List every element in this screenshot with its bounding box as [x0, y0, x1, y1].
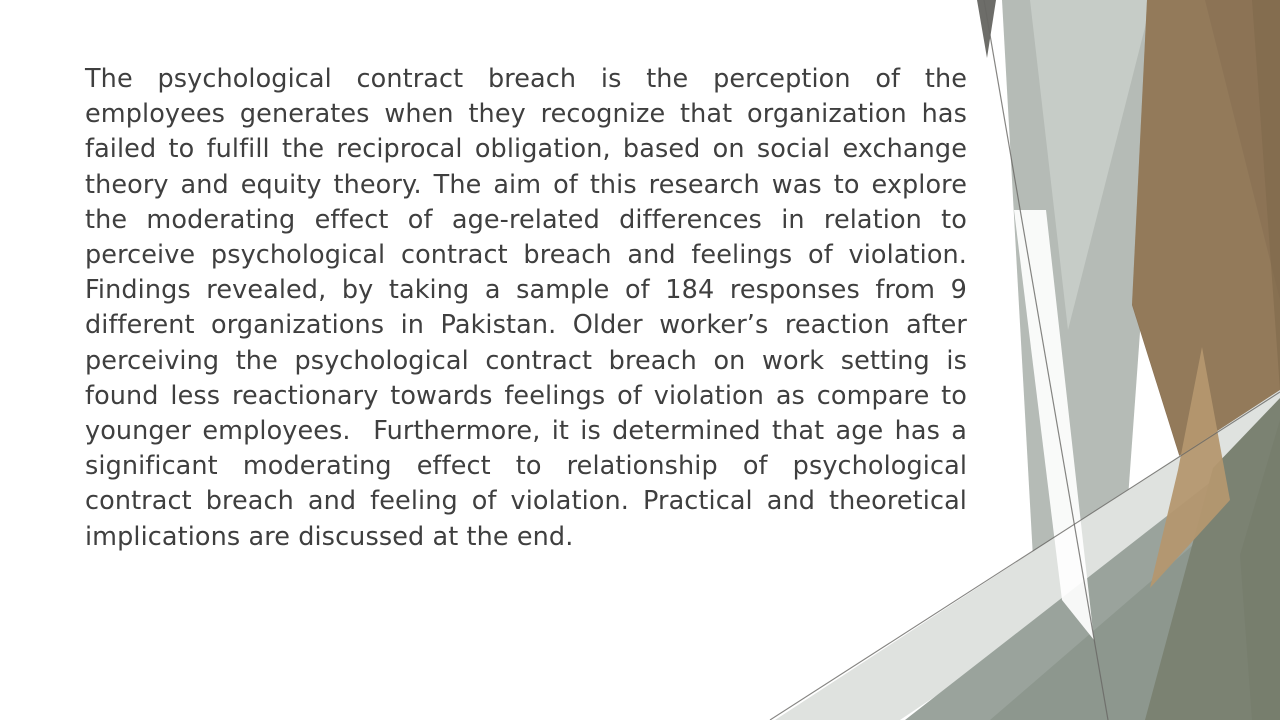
facet-dark-sliver-top [977, 0, 996, 58]
abstract-paragraph: The psychological contract breach is the perception of the employees generates when they recognize that organization has failed to fulfill the reciprocal obligation, based on social exchange theory and equity theory. The aim of this research was to explore the moderating effect of age-related differences in relation to perceive psychological contract breach and feelings of violation. Findings revealed, by taking a sample of 184 responses from 9 different organizations in Pakistan. Older worker’s reaction after perceiving the psychological contract breach on work setting is found less reactionary towards feelings of violation as compare to younger employees. Furthermore, it is determined that age has a significant moderating effect to relationship of psychological contract breach and feeling of violation. Practical and theoretical implications are discussed at the end. [85, 64, 976, 552]
